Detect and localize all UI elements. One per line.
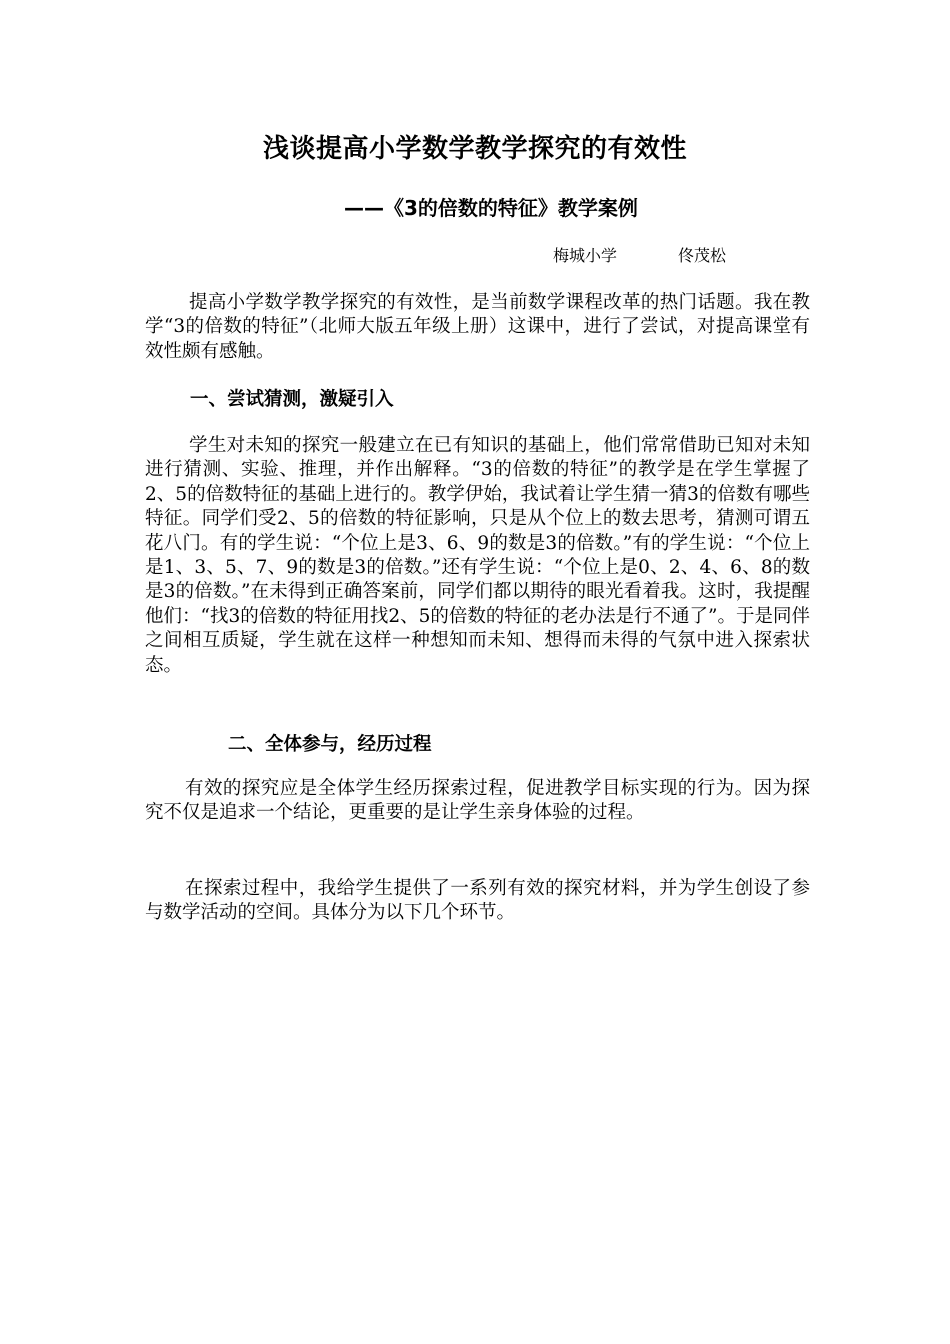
section-heading-2: 二、全体参与，经历过程 [228,734,432,755]
document-title: 浅谈提高小学数学教学探究的有效性 [262,134,687,164]
section-heading-1: 一、尝试猜测，激疑引入 [190,389,394,410]
document-subtitle: ——《3的倍数的特征》教学案例 [344,196,638,220]
section-2-paragraph-1: 有效的探究应是全体学生经历探索过程，促进教学目标实现的行为。因为探究不仅是追求一个结论，更重要的是让学生亲身体验的过程。 [145,778,810,824]
author-school: 梅城小学 [553,246,618,265]
author-name: 佟茂松 [678,246,727,265]
section-1-paragraph: 学生对未知的探究一般建立在已有知识的基础上，他们常常借助已知对未知进行猜测、实验、推理，并作出解释。“3的倍数的特征”的教学是在学生掌握了2、5的倍数特征的基础上进行的。教学伊始，我试着让学生猜一猜3的倍数有哪些特征。同学们受2、5的倍数的特征影响，只是从个位上的数去思考，猜测可谓五花八门。有的学生说：“个位上是3、6、9的数是3的倍数。”有的学生说：“个位上是1、3、5、7、9的数是3的倍数。”还有学生说：“个位上是0、2、4、6、8的数是3的倍数。”在未得到正确答案前，同学们都以期待的眼光看着我。这时，我提醒他们：“找3的倍数的特征用找2、5的倍数的特征的老办法是行不通了”。于是同伴之间相互质疑，学生就在这样一种想知而未知、想得而未得的气氛中进入探索状态。 [145,435,810,676]
intro-paragraph: 提高小学数学教学探究的有效性，是当前数学课程改革的热门话题。我在教学“3的倍数的特征”（北师大版五年级上册）这课中，进行了尝试，对提高课堂有效性颇有感触。 [145,292,810,362]
section-2-paragraph-2: 在探索过程中，我给学生提供了一系列有效的探究材料，并为学生创设了参与数学活动的空间。具体分为以下几个环节。 [145,878,810,924]
